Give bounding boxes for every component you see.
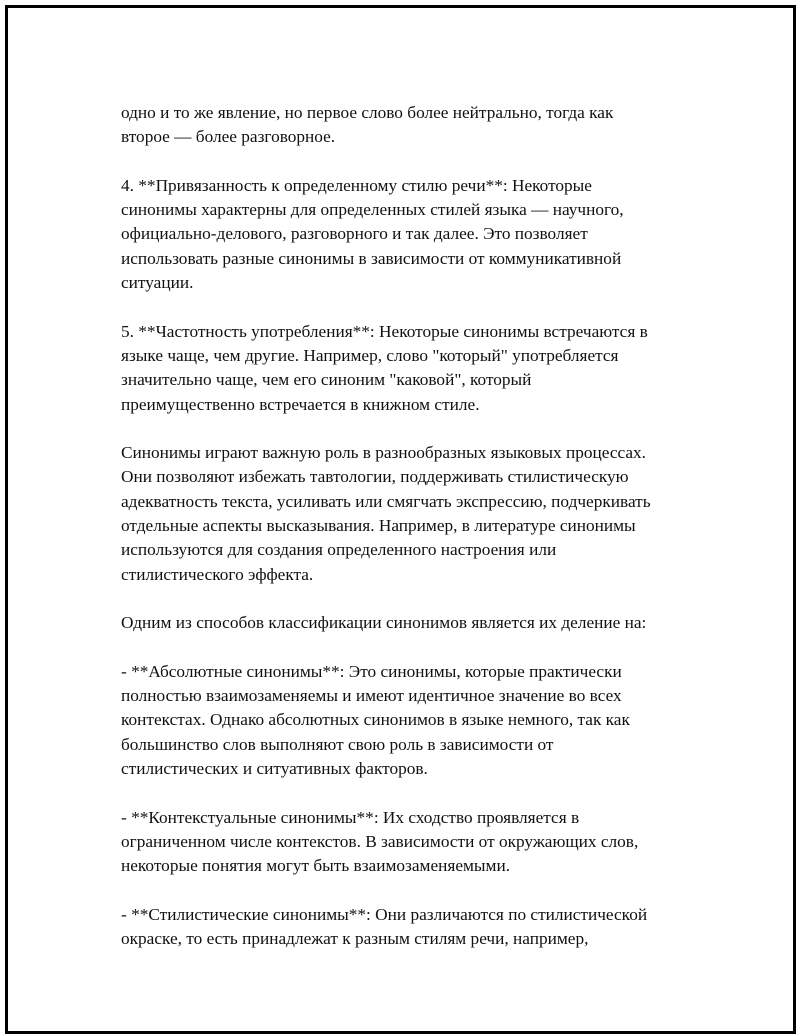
paragraph-item-5 — [121, 320, 721, 417]
text-line: окраске, то есть принадлежат к разным стилям речи, например, — [121, 929, 589, 949]
text-line: - **Стилистические синонимы**: Они различаются по стилистической — [121, 904, 648, 924]
text-line: стилистических и ситуативных факторов. — [121, 759, 428, 779]
text-line: ситуации. — [121, 273, 194, 293]
text-line: официально-делового, разговорного и так далее. Это позволяет — [121, 224, 588, 244]
document-body — [121, 101, 721, 976]
text-line: синонимы характерны для определенных стилей языка — научного, — [121, 200, 624, 220]
text-line: адекватность текста, усиливать или смягчать экспрессию, подчеркивать — [121, 491, 651, 511]
text-line: Синонимы играют важную роль в разнообразных языковых процессах. — [121, 443, 647, 463]
text-line: языке чаще, чем другие. Например, слово "который" употребляется — [121, 345, 619, 365]
text-line: используются для создания определенного настроения или — [121, 540, 557, 560]
paragraph-item-4 — [121, 174, 721, 295]
text-line: контекстах. Однако абсолютных синонимов в языке немного, так как — [121, 710, 630, 730]
text-line: 4. **Привязанность к определенному стилю речи**: Некоторые — [121, 175, 592, 195]
paragraph-contextual-synonyms — [121, 806, 721, 879]
text-line: второе — более разговорное. — [121, 127, 336, 147]
text-line: некоторые понятия могут быть взаимозаменяемыми. — [121, 856, 511, 876]
paragraph-stylistic-synonyms — [121, 903, 721, 952]
paragraph-absolute-synonyms — [121, 660, 721, 781]
text-line: значительно чаще, чем его синоним "каковой", который — [121, 370, 532, 390]
page-frame — [5, 5, 796, 1034]
text-line: преимущественно встречается в книжном стиле. — [121, 394, 480, 414]
text-line: Они позволяют избежать тавтологии, поддерживать стилистическую — [121, 467, 629, 487]
text-line: стилистического эффекта. — [121, 564, 314, 584]
text-line: Одним из способов классификации синонимов является их деление на: — [121, 613, 647, 633]
text-line: большинство слов выполняют свою роль в зависимости от — [121, 734, 554, 754]
paragraph-role-of-synonyms — [121, 441, 721, 587]
text-line: - **Контекстуальные синонимы**: Их сходство проявляется в — [121, 807, 580, 827]
text-line: 5. **Частотность употребления**: Некоторые синонимы встречаются в — [121, 321, 648, 341]
text-line: отдельные аспекты высказывания. Например, в литературе синонимы — [121, 516, 636, 536]
text-line: использовать разные синонимы в зависимости от коммуникативной — [121, 248, 622, 268]
text-line: ограниченном числе контекстов. В зависимости от окружающих слов, — [121, 831, 639, 851]
text-line: - **Абсолютные синонимы**: Это синонимы, которые практически — [121, 661, 622, 681]
text-line: одно и то же явление, но первое слово более нейтрально, тогда как — [121, 103, 614, 122]
text-line: полностью взаимозаменяемы и имеют идентичное значение во всех — [121, 686, 622, 706]
paragraph-intro-continuation — [121, 101, 721, 150]
paragraph-classification-intro — [121, 611, 721, 635]
